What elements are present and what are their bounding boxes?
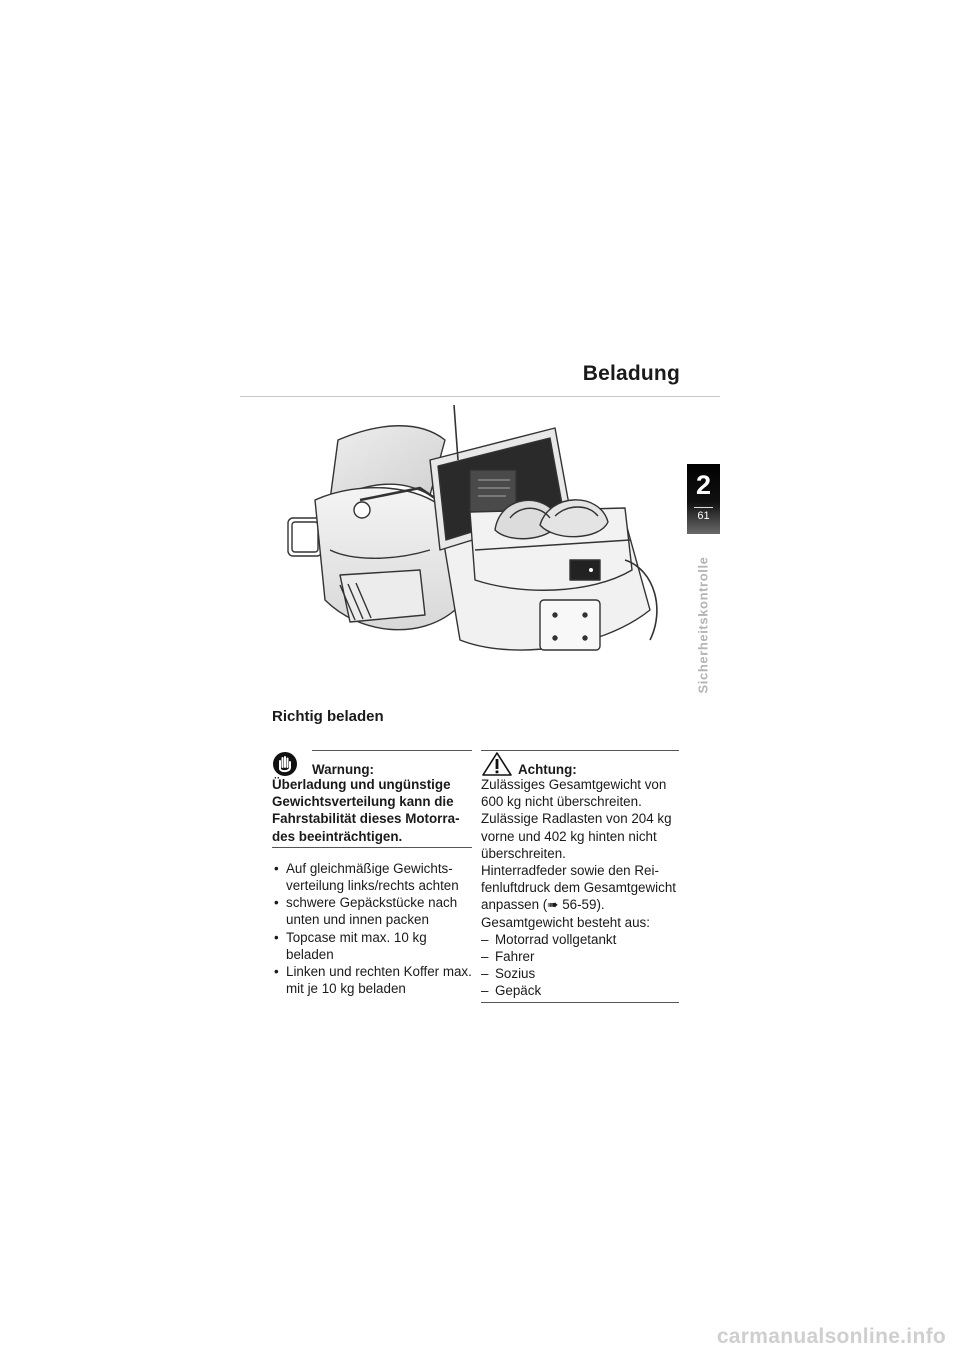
page-number: 61	[697, 510, 710, 522]
list-item: • Linken und rechten Koffer max. mit je 10 kg beladen	[272, 963, 472, 997]
list-item: – Motorrad vollgetankt	[481, 931, 681, 948]
caution-header	[481, 750, 681, 776]
warning-bottom-rule	[272, 847, 472, 848]
caution-bottom-rule	[481, 1002, 679, 1003]
warning-label: Warnung:	[312, 762, 374, 777]
caution-paragraph: Zulässige Radlasten von 204 kg vorne und 402 kg hinten nicht überschreiten.	[481, 811, 672, 861]
warning-header	[272, 750, 472, 776]
warning-hand-icon	[272, 751, 298, 777]
caution-label: Achtung:	[518, 762, 577, 777]
caution-exclamation-icon	[481, 751, 513, 777]
chapter-number: 2	[695, 470, 712, 500]
warning-column	[272, 750, 472, 997]
site-watermark: carmanualsonline.info	[716, 1325, 946, 1348]
motorcycle-topcase-illustration	[270, 400, 680, 690]
list-item: – Sozius	[481, 965, 681, 982]
section-side-label: Sicherheitskontrolle	[695, 556, 711, 694]
chapter-tab	[687, 464, 720, 534]
caution-paragraph: Gesamtgewicht besteht aus:	[481, 914, 650, 930]
section-heading: Richtig beladen	[272, 708, 384, 725]
warning-text: Überladung und ungünstige Gewichtsverteilung kann die Fahrstabilität dieses Motorrades beeinträchtigen.	[272, 777, 460, 844]
caution-list	[481, 931, 681, 1000]
caution-column	[481, 750, 681, 1003]
caution-paragraph: Zulässiges Gesamtgewicht von 600 kg nicht überschreiten.	[481, 777, 667, 810]
warning-top-rule	[312, 750, 472, 751]
title-divider	[240, 396, 720, 397]
list-item: • schwere Gepäckstücke nach unten und innen packen	[272, 894, 472, 928]
caution-paragraph: Hinterradfeder sowie den Reifenluftdruck dem Gesamtgewicht anpassen (➠ 56-59).	[481, 863, 676, 913]
chapter-tab-divider	[694, 507, 713, 508]
page-title: Beladung	[582, 362, 680, 385]
list-item: – Gepäck	[481, 982, 681, 999]
warning-list	[272, 860, 472, 998]
list-item: • Topcase mit max. 10 kg beladen	[272, 929, 472, 963]
list-item: • Auf gleichmäßige Gewichtsverteilung links/rechts achten	[272, 860, 472, 894]
list-item: – Fahrer	[481, 948, 681, 965]
